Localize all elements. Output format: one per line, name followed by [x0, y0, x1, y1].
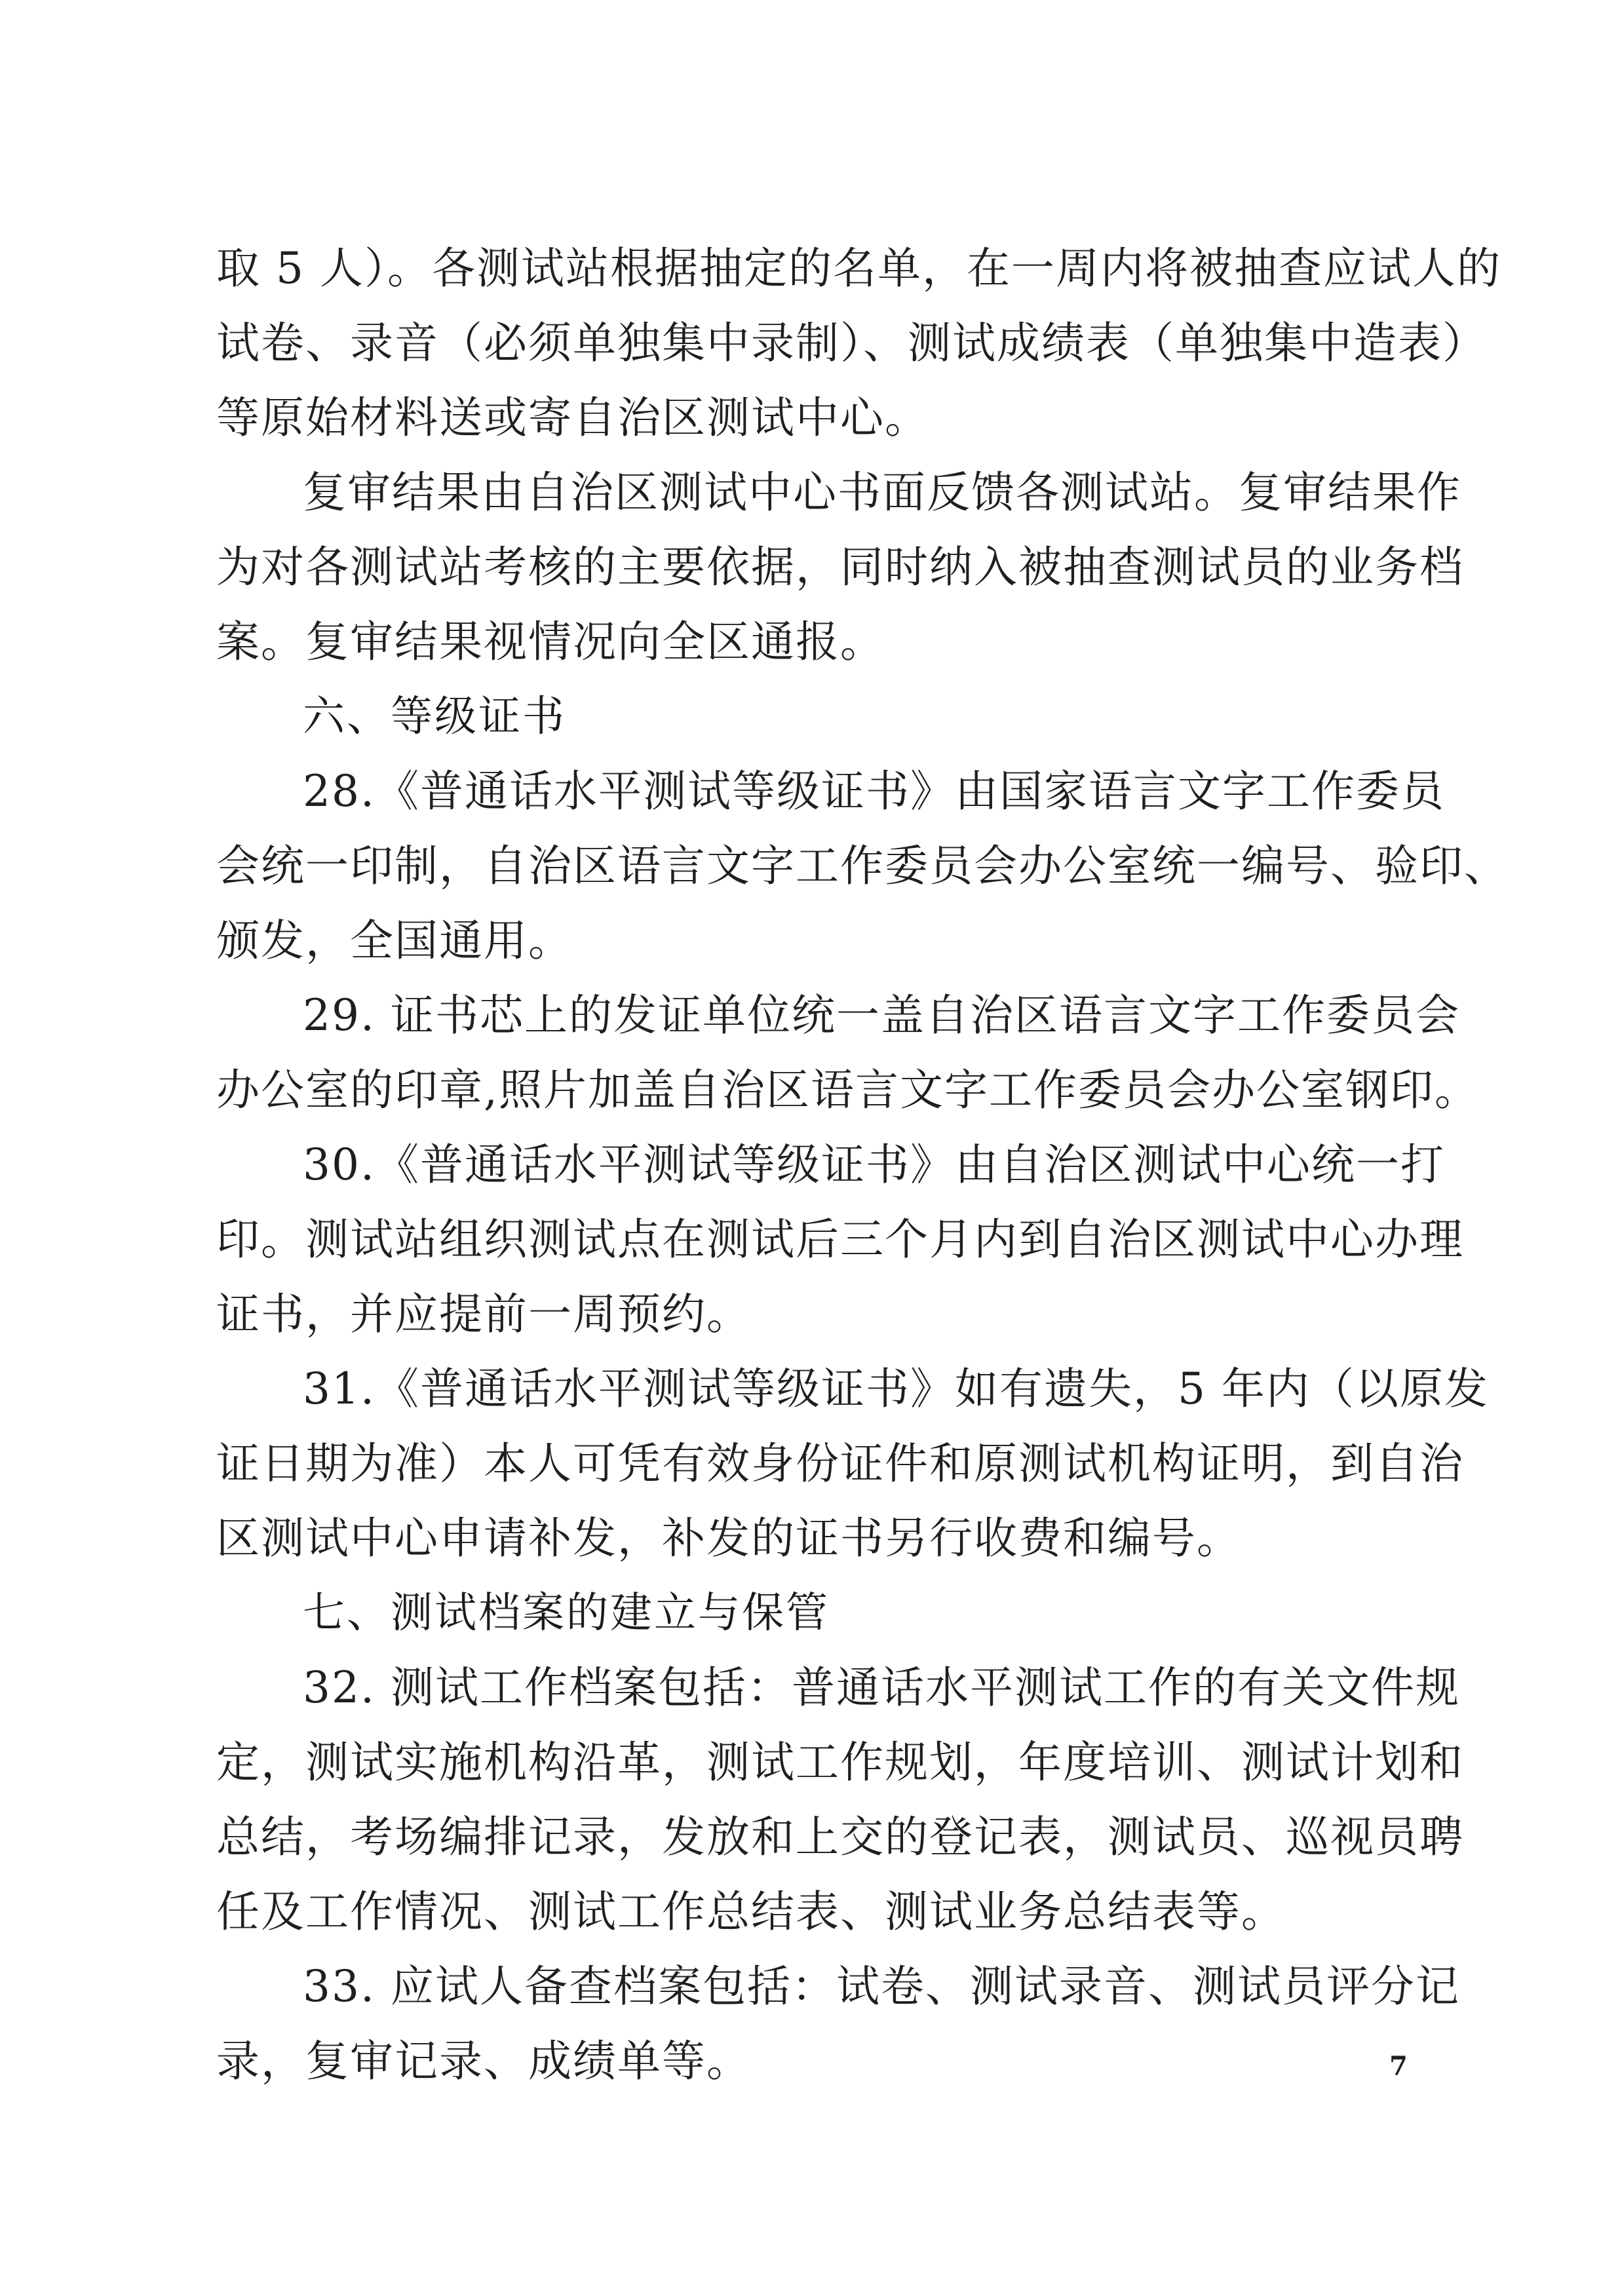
- text-line: 办公室的印章,照片加盖自治区语言文字工作委员会办公室钢印。: [216, 1065, 1479, 1115]
- text-line: 证书，并应提前一周预约。: [216, 1289, 751, 1339]
- text-line: 录，复审记录、成绩单等。: [216, 2036, 751, 2086]
- text-line: 总结，考场编排记录，发放和上交的登记表，测试员、巡视员聘: [216, 1812, 1464, 1862]
- text-line: 29. 证书芯上的发证单位统一盖自治区语言文字工作委员会: [303, 990, 1460, 1041]
- text-line: 30.《普通话水平测试等级证书》由自治区测试中心统一打: [303, 1139, 1445, 1190]
- section-heading-7: 七、测试档案的建立与保管: [303, 1589, 830, 1637]
- text-line: 证日期为准）本人可凭有效身份证件和原测试机构证明，到自治: [216, 1438, 1464, 1489]
- section-heading-6: 六、等级证书: [303, 693, 566, 741]
- text-line: 印。测试站组织测试点在测试后三个月内到自治区测试中心办理: [216, 1214, 1464, 1265]
- text-line: 会统一印制，自治区语言文字工作委员会办公室统一编号、验印、: [216, 841, 1509, 891]
- text-line: 32. 测试工作档案包括：普通话水平测试工作的有关文件规: [303, 1662, 1460, 1713]
- text-line: 等原始材料送或寄自治区测试中心。: [216, 392, 929, 443]
- text-line: 取 5 人）。各测试站根据抽定的名单，在一周内将被抽查应试人的: [216, 243, 1501, 294]
- text-line: 区测试中心申请补发，补发的证书另行收费和编号。: [216, 1513, 1241, 1563]
- text-line: 定，测试实施机构沿革，测试工作规划，年度培训、测试计划和: [216, 1737, 1464, 1788]
- text-line: 复审结果由自治区测试中心书面反馈各测试站。复审结果作: [303, 467, 1461, 518]
- text-line: 31.《普通话水平测试等级证书》如有遗失，5 年内（以原发: [303, 1364, 1489, 1414]
- text-line: 为对各测试站考核的主要依据，同时纳入被抽查测试员的业务档: [216, 542, 1464, 592]
- text-line: 33. 应试人备查档案包括：试卷、测试录音、测试员评分记: [303, 1961, 1460, 2012]
- text-line: 颁发，全国通用。: [216, 915, 573, 966]
- text-line: 试卷、录音（必须单独集中录制）、测试成绩表（单独集中造表）: [216, 318, 1487, 368]
- text-line: 任及工作情况、测试工作总结表、测试业务总结表等。: [216, 1886, 1286, 1937]
- text-line: 案。复审结果视情况向全区通报。: [216, 617, 885, 667]
- page-number: 7: [1389, 2051, 1408, 2082]
- text-line: 28.《普通话水平测试等级证书》由国家语言文字工作委员: [303, 766, 1445, 816]
